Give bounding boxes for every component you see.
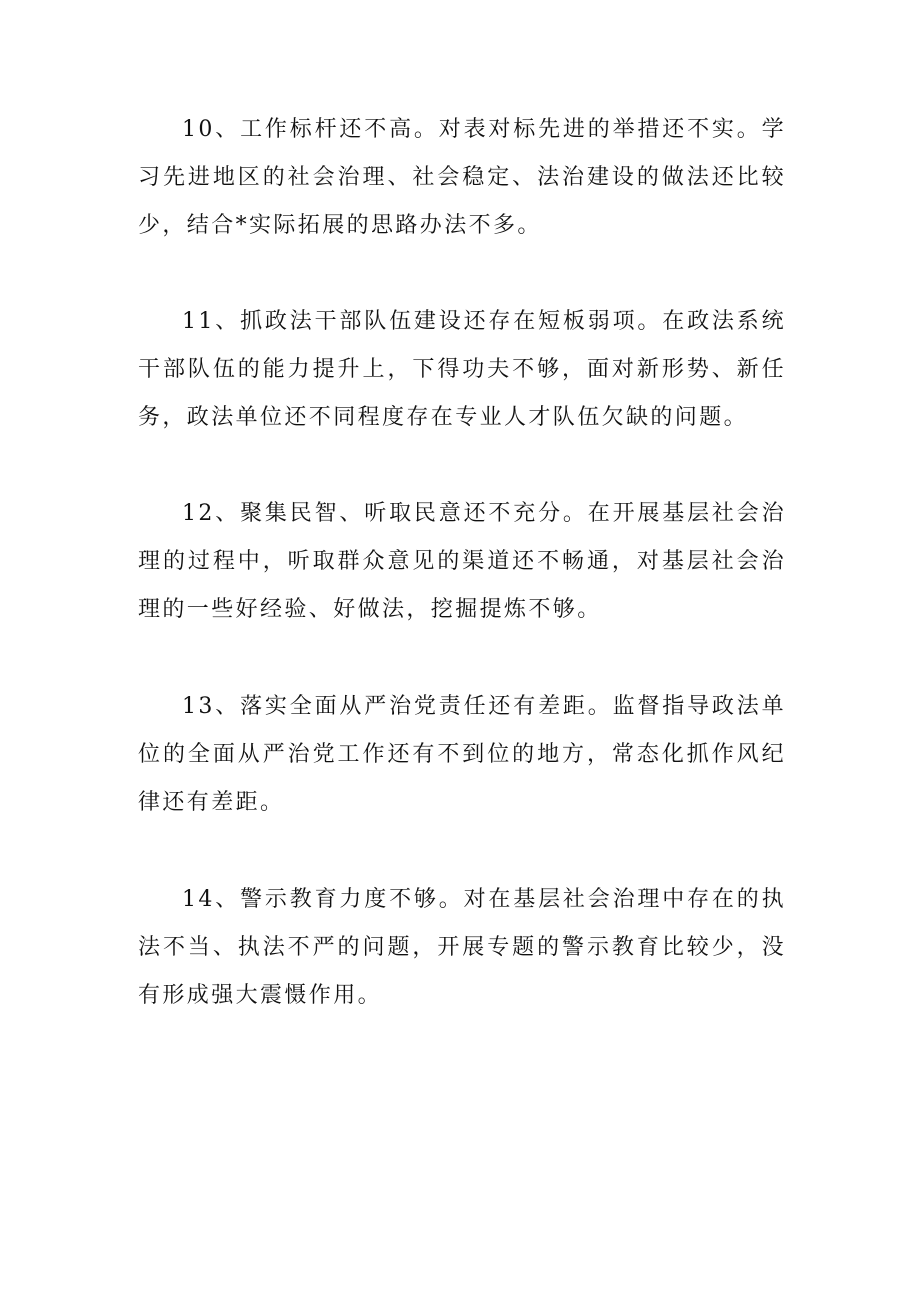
paragraph-item-13: 13、落实全面从严治党责任还有差距。监督指导政法单位的全面从严治党工作还有不到位的地方，常态化抓作风纪律还有差距。 xyxy=(138,694,786,815)
paragraph-item-12: 12、聚集民智、听取民意还不充分。在开展基层社会治理的过程中，听取群众意见的渠道还不畅通，对基层社会治理的一些好经验、好做法，挖掘提炼不够。 xyxy=(138,501,786,622)
paragraph-item-11: 11、抓政法干部队伍建设还存在短板弱项。在政法系统干部队伍的能力提升上，下得功夫不够，面对新形势、新任务，政法单位还不同程度存在专业人才队伍欠缺的问题。 xyxy=(138,309,786,430)
paragraph-item-14: 14、警示教育力度不够。对在基层社会治理中存在的执法不当、执法不严的问题，开展专题的警示教育比较少，没有形成强大震慑作用。 xyxy=(138,887,786,1008)
paragraph-item-10: 10、工作标杆还不高。对表对标先进的举措还不实。学习先进地区的社会治理、社会稳定、法治建设的做法还比较少，结合*实际拓展的思路办法不多。 xyxy=(138,117,786,238)
